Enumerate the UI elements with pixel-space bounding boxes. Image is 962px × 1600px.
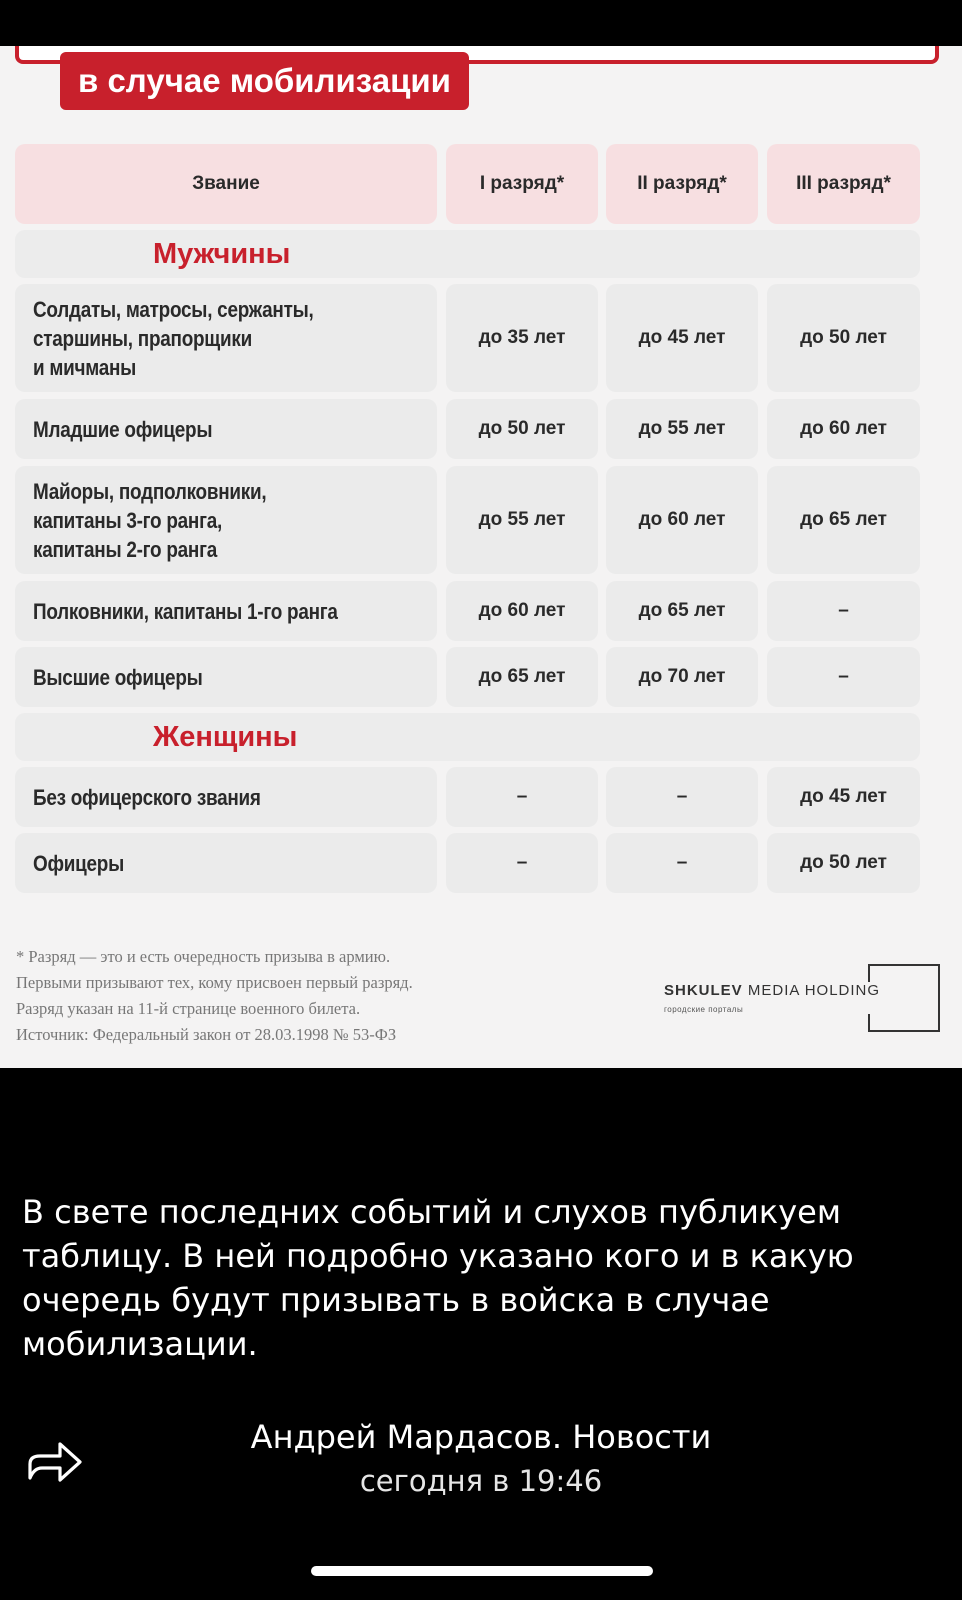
row-4-cat-3: –	[767, 581, 920, 641]
row-1-cat-3: до 50 лет	[767, 284, 920, 392]
rank-label: Солдаты, матросы, сержанты, старшины, прапорщики и мичманы	[33, 296, 314, 380]
row-2-cat-3: до 60 лет	[767, 399, 920, 459]
footnote-line: Источник: Федеральный закон от 28.03.1998 № 53-ФЗ	[16, 1025, 397, 1044]
rank-label: Высшие офицеры	[33, 664, 203, 690]
post-timestamp: сегодня в 19:46	[359, 1464, 603, 1498]
row-5-cat-3: –	[767, 647, 920, 707]
rank-row-7	[15, 833, 437, 893]
row-1-cat-1: до 35 лет	[446, 284, 598, 392]
header-category-2: II разряд*	[606, 144, 758, 224]
media-holding-logo	[664, 982, 880, 1014]
header-rank: Звание	[15, 144, 437, 224]
row-4-cat-1: до 60 лет	[446, 581, 598, 641]
row-2-cat-1: до 50 лет	[446, 399, 598, 459]
rank-label: Офицеры	[33, 850, 124, 876]
footnote-line: * Разряд — это и есть очередность призыва в армию.	[16, 947, 391, 966]
channel-name[interactable]: Андрей Мардасов. Новости	[250, 1418, 712, 1456]
image-title-badge: в случае мобилизации	[60, 52, 469, 110]
logo-brand-rest: MEDIA HOLDING	[742, 982, 881, 999]
row-4-cat-2: до 65 лет	[606, 581, 758, 641]
row-5-cat-2: до 70 лет	[606, 647, 758, 707]
row-1-cat-2: до 45 лет	[606, 284, 758, 392]
row-7-cat-3: до 50 лет	[767, 833, 920, 893]
rank-label: Майоры, подполковники, капитаны 3-го ранга, капитаны 2-го ранга	[33, 478, 267, 562]
logo-tagline: городские порталы	[664, 1005, 744, 1014]
rank-row-6	[15, 767, 437, 827]
row-5-cat-1: до 65 лет	[446, 647, 598, 707]
row-6-cat-2: –	[606, 767, 758, 827]
row-6-cat-3: до 45 лет	[767, 767, 920, 827]
row-6-cat-1: –	[446, 767, 598, 827]
table-footnote	[16, 944, 413, 1048]
row-3-cat-1: до 55 лет	[446, 466, 598, 574]
rank-row-5	[15, 647, 437, 707]
row-2-cat-2: до 55 лет	[606, 399, 758, 459]
row-3-cat-2: до 60 лет	[606, 466, 758, 574]
footnote-line: Разряд указан на 11-й странице военного билета.	[16, 999, 361, 1018]
row-7-cat-2: –	[606, 833, 758, 893]
section-women: Женщины	[15, 713, 920, 761]
home-indicator[interactable]	[311, 1566, 653, 1576]
section-men: Мужчины	[15, 230, 920, 278]
post-caption: В свете последних событий и слухов публикуем таблицу. В ней подробно указано кого и в какую очередь будут призывать в войска в случае мобилизации.	[22, 1193, 854, 1363]
header-category-3: III разряд*	[767, 144, 920, 224]
rank-label: Полковники, капитаны 1-го ранга	[33, 598, 338, 624]
row-7-cat-1: –	[446, 833, 598, 893]
header-category-1: I разряд*	[446, 144, 598, 224]
rank-row-1	[15, 284, 437, 392]
rank-row-3	[15, 466, 437, 574]
logo-brand-bold: SHKULEV	[664, 982, 743, 999]
logo-bracket-shape	[870, 964, 940, 1032]
footnote-line: Первыми призывают тех, кому присвоен первый разряд.	[16, 973, 413, 992]
rank-row-4	[15, 581, 437, 641]
rank-row-2	[15, 399, 437, 459]
rank-label: Младшие офицеры	[33, 416, 213, 442]
rank-label: Без офицерского звания	[33, 784, 261, 810]
post-image[interactable]	[0, 46, 962, 1068]
row-3-cat-3: до 65 лет	[767, 466, 920, 574]
